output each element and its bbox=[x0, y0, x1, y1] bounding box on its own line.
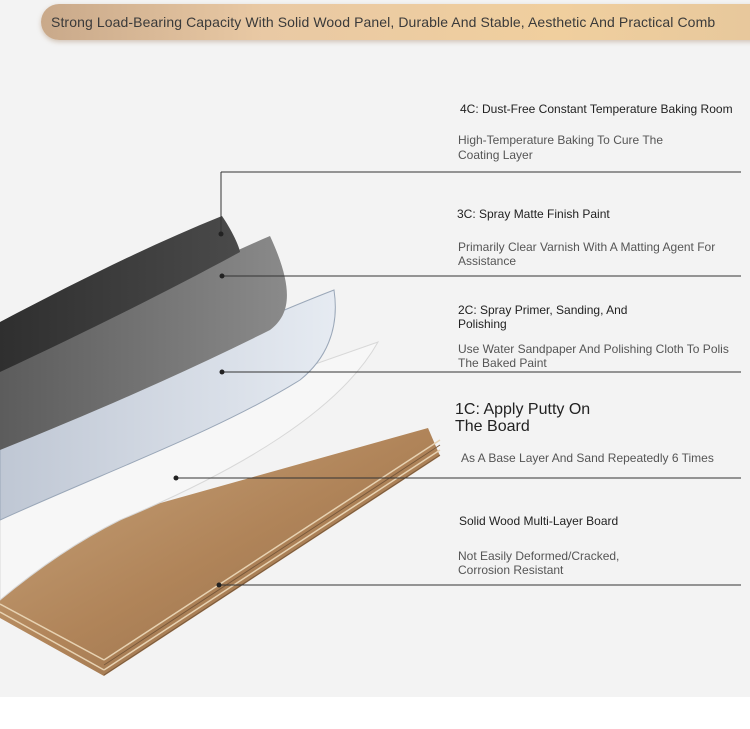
layer-4c-desc-line2: Coating Layer bbox=[458, 148, 533, 162]
layer-3c-desc-line1: Primarily Clear Varnish With A Matting Agent For bbox=[458, 240, 716, 254]
wood-board-desc-line2: Corrosion Resistant bbox=[458, 563, 564, 577]
layer-3c-title: 3C: Spray Matte Finish Paint bbox=[457, 207, 610, 221]
layer-1c-title-line1: 1C: Apply Putty On bbox=[455, 401, 591, 418]
layer-3c-desc-line2: Assistance bbox=[458, 254, 517, 268]
layer-1c-desc: As A Base Layer And Sand Repeatedly 6 Times bbox=[461, 451, 714, 465]
layer-2c-title-line1: 2C: Spray Primer, Sanding, And bbox=[458, 303, 628, 317]
layer-2c-title-line2: Polishing bbox=[458, 317, 507, 331]
layer-4c-desc-line1: High-Temperature Baking To Cure The bbox=[458, 133, 663, 147]
wood-board-desc-line1: Not Easily Deformed/Cracked, bbox=[458, 549, 620, 563]
layer-2c-desc-line2: The Baked Paint bbox=[458, 356, 547, 370]
layer-4c-title: 4C: Dust-Free Constant Temperature Baking Room bbox=[460, 102, 733, 116]
headline-text: Strong Load-Bearing Capacity With Solid Wood Panel, Durable And Stable, Aesthetic And Practical Comb bbox=[51, 14, 716, 30]
wood-board-title: Solid Wood Multi-Layer Board bbox=[459, 514, 619, 528]
layer-2c-desc-line1: Use Water Sandpaper And Polishing Cloth To Polis bbox=[458, 342, 729, 356]
layer-1c-title-line2: The Board bbox=[455, 418, 530, 435]
